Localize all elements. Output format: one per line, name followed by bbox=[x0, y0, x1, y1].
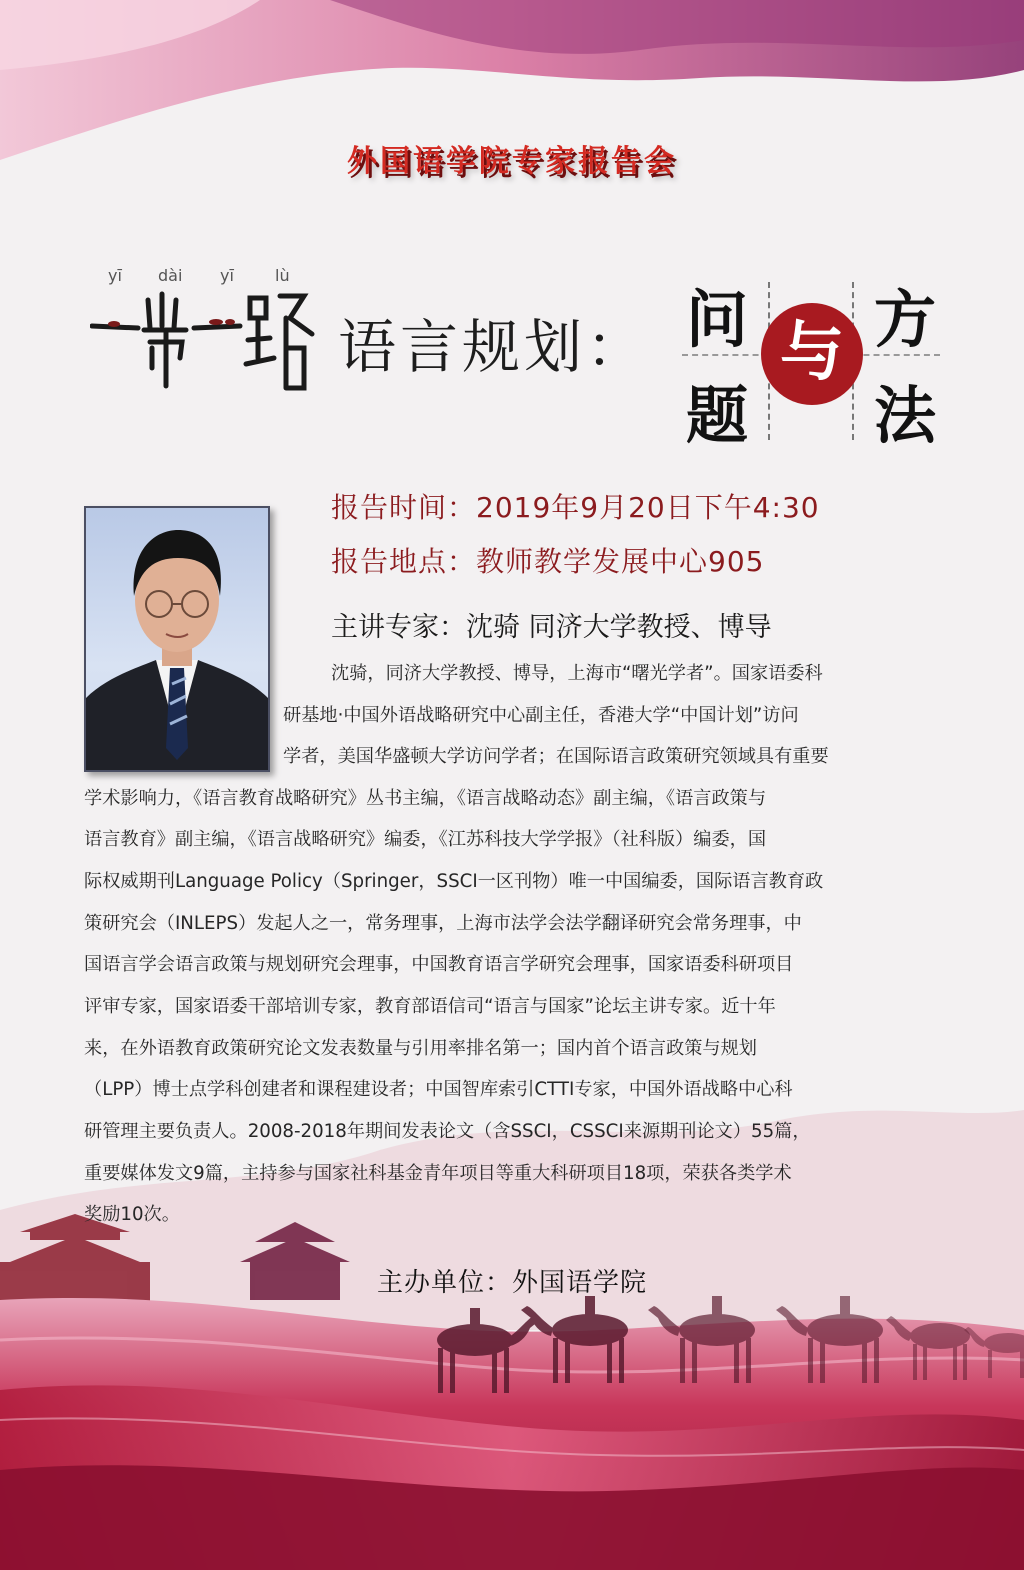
char-fang: 方 bbox=[874, 283, 937, 356]
bio-line: 评审专家，国家语委干部培训专家，教育部语信司“语言与国家”论坛主讲专家。近十年 bbox=[84, 996, 776, 1017]
bio-line: （LPP）博士点学科创建者和课程建设者；中国智库索引CTTI专家，中国外语战略中心科 bbox=[84, 1079, 793, 1100]
bio-line: 研基地·中国外语战略研究中心副主任，香港大学“中国计划”访问 bbox=[283, 705, 799, 726]
bio-line: 研管理主要负责人。2008-2018年期间发表论文（含SSCI，CSSCI来源期刊论文）55篇， bbox=[84, 1121, 811, 1142]
belt-road-calligraphy bbox=[90, 288, 320, 398]
report-time: 报告时间：2019年9月20日下午4:30 bbox=[331, 491, 820, 524]
theme-subtitle: 语言规划： bbox=[338, 313, 649, 381]
bio-line: 学术影响力，《语言教育战略研究》丛书主编，《语言战略动态》副主编，《语言政策与 bbox=[84, 788, 767, 809]
bio-line: 重要媒体发文9篇，主持参与国家社科基金青年项目等重大科研项目18项，荣获各类学术 bbox=[84, 1163, 792, 1184]
pinyin-yi1: yī bbox=[108, 266, 122, 285]
pinyin-dai: dài bbox=[158, 266, 183, 285]
poster-title: 外国语学院专家报告会 bbox=[347, 144, 677, 179]
bio-line: 语言教育》副主编，《语言战略研究》编委，《江苏科技大学学报》（社科版）编委，国 bbox=[84, 829, 767, 850]
bio-line: 来，在外语教育政策研究论文发表数量与引用率排名第一；国内首个语言政策与规划 bbox=[84, 1038, 757, 1059]
report-location: 报告地点：教师教学发展中心905 bbox=[331, 545, 765, 578]
speaker-name: 主讲专家：沈骑 同济大学教授、博导 bbox=[331, 612, 772, 643]
bio-line: 国语言学会语言政策与规划研究会理事，中国教育语言学研究会理事，国家语委科研项目 bbox=[84, 954, 794, 975]
char-ti: 题 bbox=[686, 379, 749, 452]
bio-line: 奖励10次。 bbox=[84, 1204, 180, 1225]
speaker-photo bbox=[84, 506, 270, 772]
char-wen: 问 bbox=[686, 283, 749, 356]
pinyin-yi2: yī bbox=[220, 266, 234, 285]
bio-line: 沈骑，同济大学教授、博导，上海市“曙光学者”。国家语委科 bbox=[331, 663, 823, 684]
organizer: 主办单位：外国语学院 bbox=[376, 1268, 647, 1298]
bio-line: 学者，美国华盛顿大学访问学者；在国际语言政策研究领域具有重要 bbox=[283, 746, 829, 767]
char-fa: 法 bbox=[874, 379, 937, 452]
pinyin-lu: lù bbox=[275, 266, 290, 285]
bio-line: 策研究会（INLEPS）发起人之一，常务理事，上海市法学会法学翻译研究会常务理事，中 bbox=[84, 913, 802, 934]
bio-line: 际权威期刊Language Policy（Springer，SSCI一区刊物）唯一中国编委，国际语言教育政 bbox=[84, 871, 824, 892]
char-yu-badge: 与 bbox=[761, 303, 863, 405]
